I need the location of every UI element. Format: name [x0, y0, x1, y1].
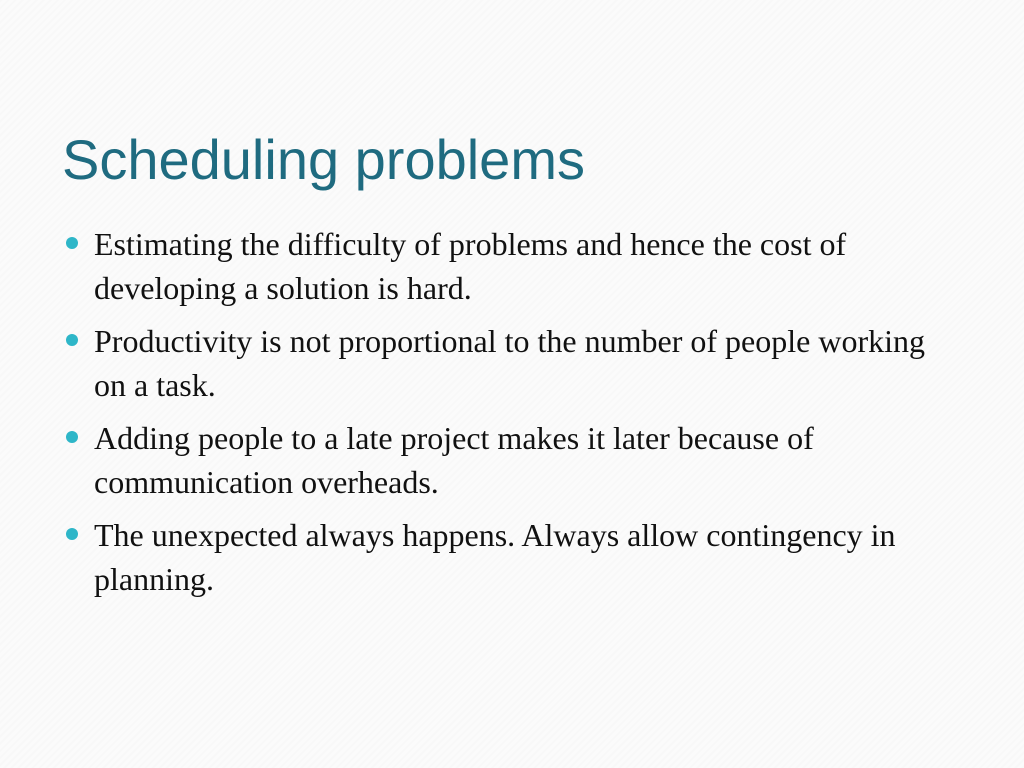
bullet-text: Adding people to a late project makes it later because of communication overheads. [94, 420, 814, 500]
bullet-icon [66, 334, 78, 346]
bullet-item [62, 513, 962, 601]
bullet-item [62, 222, 962, 310]
bullet-icon [66, 237, 78, 249]
bullet-item [62, 416, 962, 504]
bullet-item [62, 319, 962, 407]
bullet-list [62, 222, 962, 610]
bullet-icon [66, 528, 78, 540]
slide-title: Scheduling problems [62, 128, 585, 191]
bullet-text: The unexpected always happens. Always allow contingency in planning. [94, 517, 896, 597]
bullet-icon [66, 431, 78, 443]
bullet-text: Productivity is not proportional to the number of people working on a task. [94, 323, 925, 403]
bullet-text: Estimating the difficulty of problems and hence the cost of developing a solution is hard. [94, 226, 847, 306]
